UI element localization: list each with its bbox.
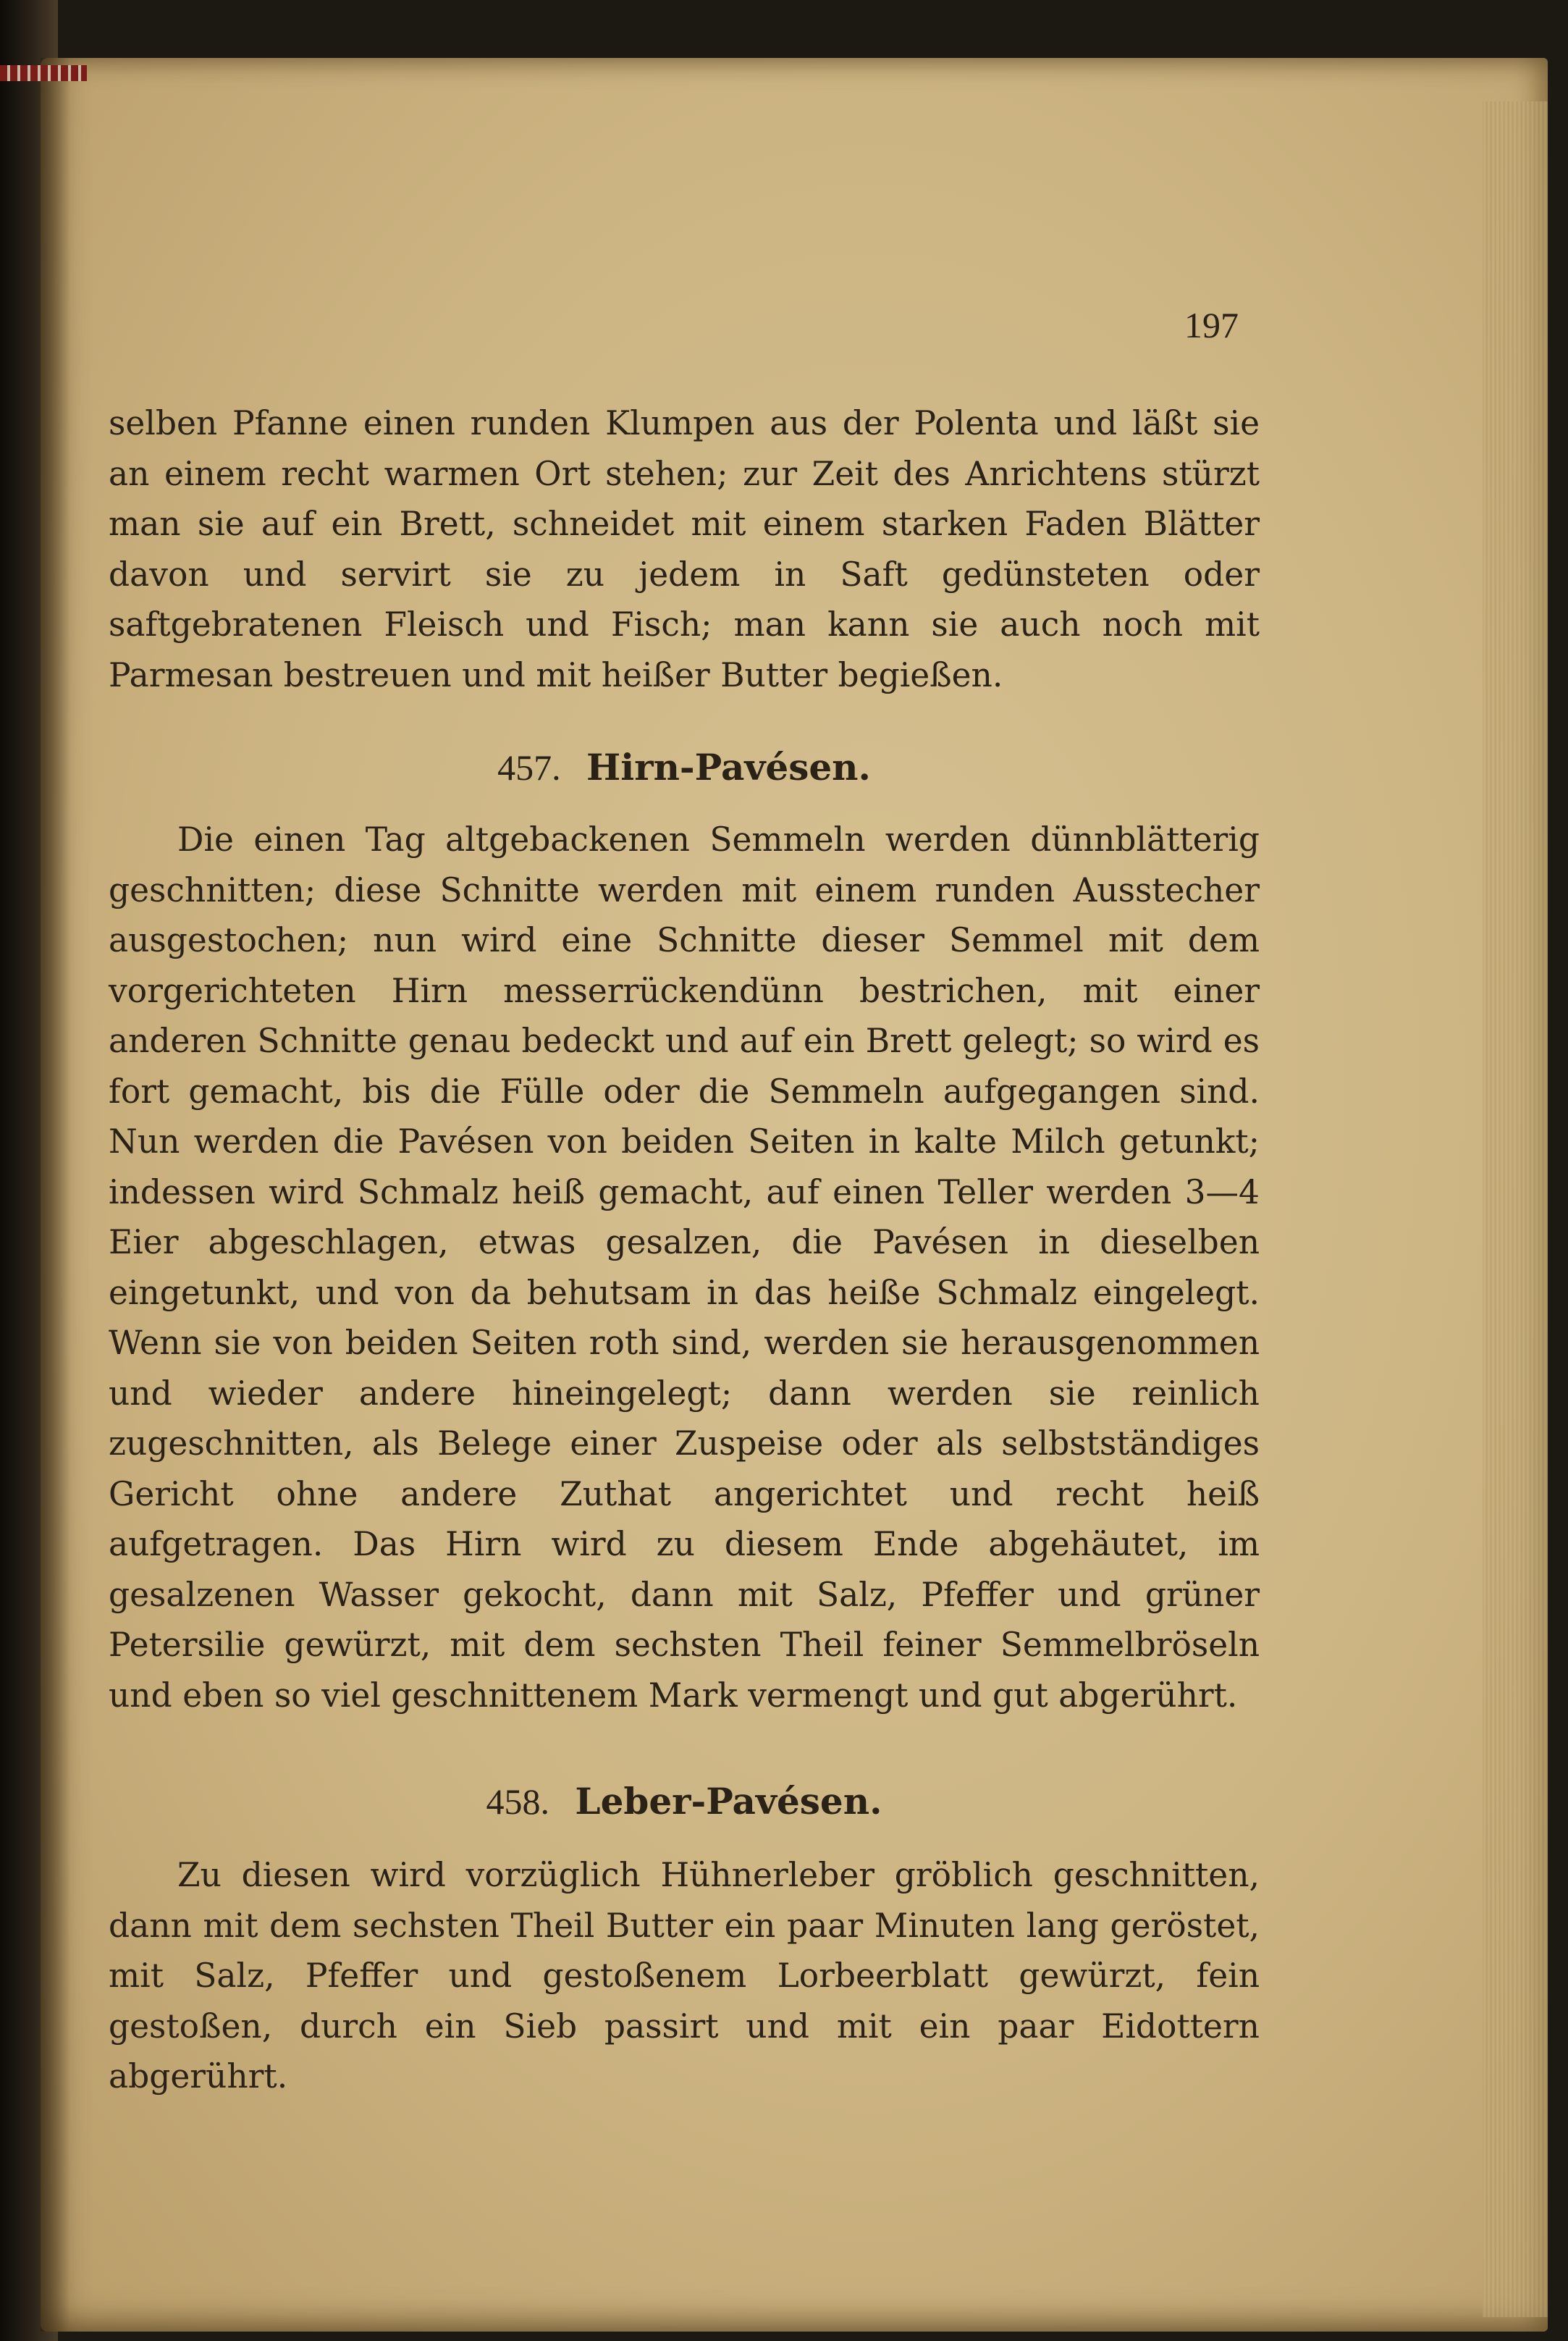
recipe-number: 458. bbox=[486, 1781, 549, 1822]
recipe-title: Leber-Pavésen. bbox=[575, 1780, 882, 1823]
recipe-title: Hirn-Pavésen. bbox=[586, 746, 871, 789]
gutter-fold bbox=[41, 58, 69, 2332]
recipe-number: 457. bbox=[497, 747, 561, 788]
paragraph-leber-pavesen: Zu diesen wird vorzüglich Hühnerleber gröblich geschnitten, dann mit dem sechsten Theil Butter ein paar Minuten lang geröstet, mit Salz, Pfeffer und gestoßenem Lorbeerblatt gewürzt, fein gestoßen, durch ein Sieb passirt und mit ein paar Eidottern abgerührt. bbox=[109, 1856, 1260, 2096]
page-number: 197 bbox=[1184, 305, 1239, 345]
recipe-heading-457 bbox=[109, 746, 1260, 789]
page-edges bbox=[1483, 101, 1548, 2317]
bookmark-ribbon bbox=[0, 65, 87, 81]
recipe-heading-458 bbox=[109, 1780, 1260, 1823]
paragraph-polenta-continued: selben Pfanne einen runden Klumpen aus der Polenta und läßt sie an einem recht warmen Ort stehen; zur Zeit des Anrichtens stürzt man sie auf ein Brett, schneidet mit einem starken Faden Blätter davon und servirt sie zu jedem in Saft gedünsteten oder saftgebratenen Fleisch und Fisch; man kann sie auch noch mit Parmesan bestreuen und mit heißer Butter begießen. bbox=[109, 404, 1260, 694]
paragraph-hirn-pavesen: Die einen Tag altgebackenen Semmeln werden dünnblätterig geschnitten; diese Schnitte werden mit einem runden Ausstecher ausgestochen; nun wird eine Schnitte dieser Semmel mit dem vorgerichteten Hirn messerrückendünn bestrichen, mit einer anderen Schnitte genau bedeckt und auf ein Brett gelegt; so wird es fort gemacht, bis die Fülle oder die Semmeln aufgegangen sind. Nun werden die Pavésen von beiden Seiten in kalte Milch getunkt; indessen wird Schmalz heiß gemacht, auf einen Teller werden 3—4 Eier abgeschlagen, etwas gesalzen, die Pavésen in dieselben eingetunkt, und von da behutsam in das heiße Schmalz eingelegt. Wenn sie von beiden Seiten roth sind, werden sie herausgenommen und wieder andere hineingelegt; dann werden sie reinlich zugeschnitten, als Belege einer Zuspeise oder als selbstständiges Gericht ohne andere Zuthat angerichtet und recht heiß aufgetragen. Das Hirn wird zu diesem Ende abgehäutet, im gesalzenen Wasser gekocht, dann mit Salz, Pfeffer und grüner Petersilie gewürzt, mit dem sechsten Theil feiner Semmelbröseln und eben so viel geschnittenem Mark vermengt und gut abgerührt. bbox=[109, 820, 1260, 1715]
